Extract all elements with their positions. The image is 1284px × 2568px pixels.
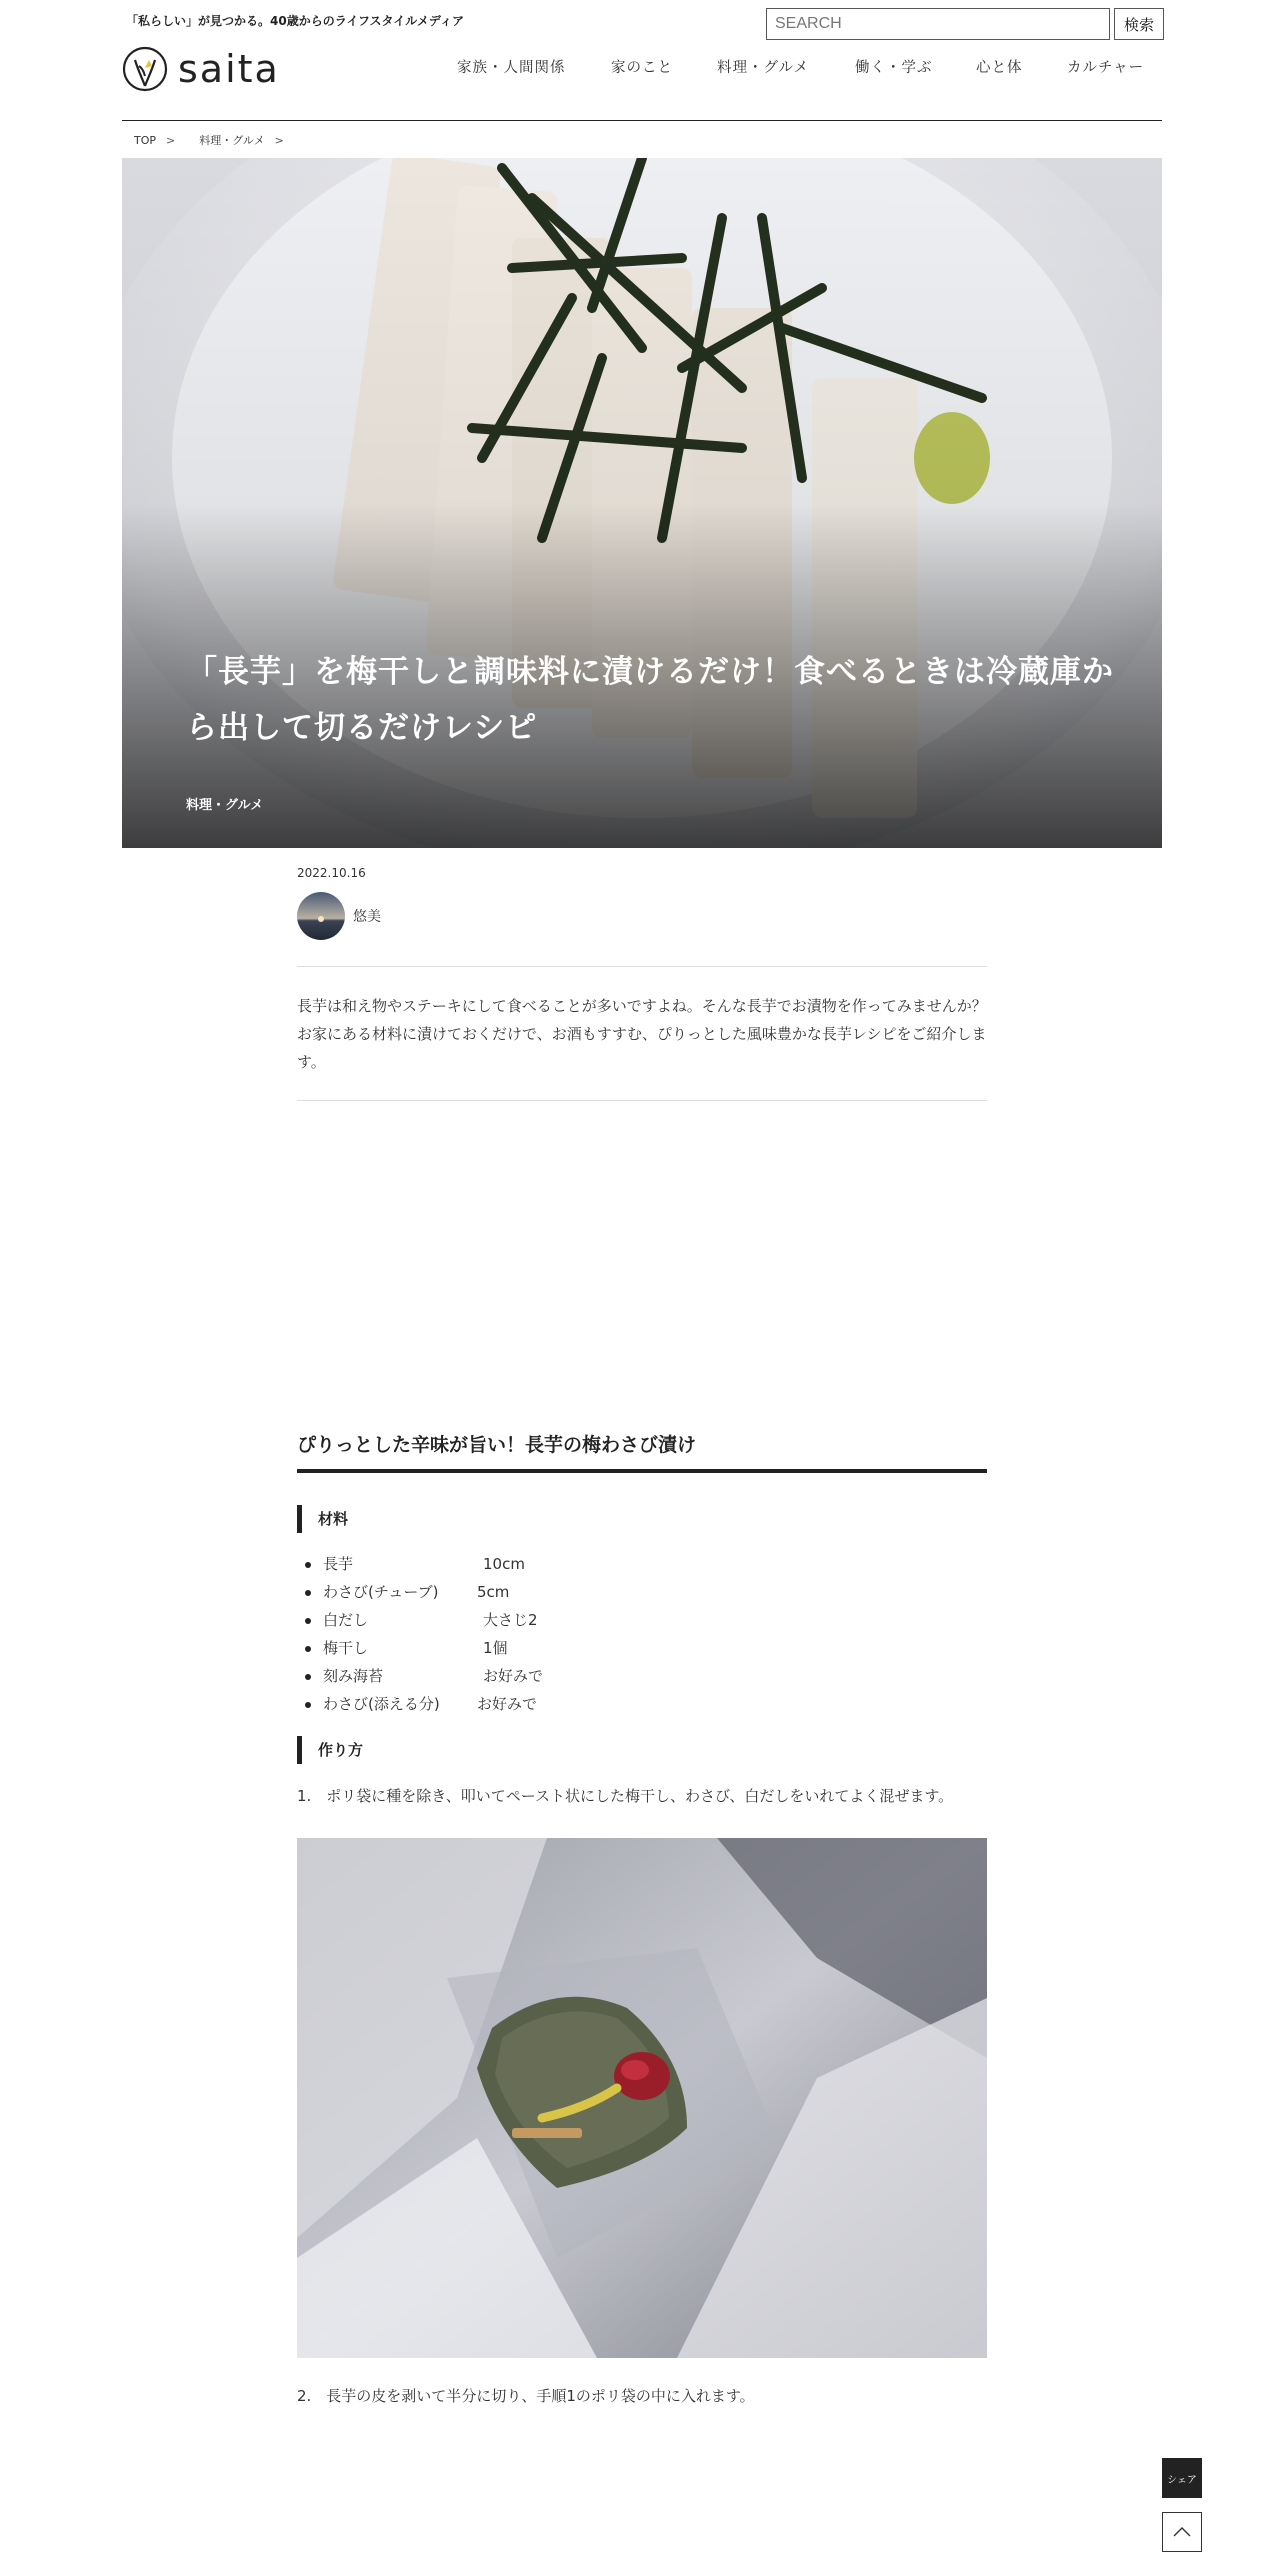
ingredient-list xyxy=(297,1550,987,1718)
step-photo xyxy=(297,1838,987,2358)
step-1: 1. ポリ袋に種を除き、叩いてペースト状にした梅干し、わさび、白だしをいれてよく混ぜます。 xyxy=(297,1787,954,1805)
author-name: 悠美 xyxy=(353,909,381,925)
ingredient-name: 長芋 xyxy=(323,1555,354,1573)
ingredient-qty: 大さじ2 xyxy=(483,1611,538,1629)
logo-text: saita xyxy=(178,47,280,91)
ingredient-name: わさび(添える分) xyxy=(323,1695,440,1713)
ingredients-heading: 材料 xyxy=(297,1505,348,1533)
share-button[interactable]: シェア xyxy=(1162,2458,1202,2498)
site-tagline: 「私らしい」が見つかる。40歳からのライフスタイルメディア xyxy=(126,14,464,28)
breadcrumb xyxy=(134,132,298,148)
hero-image xyxy=(122,158,1162,848)
list-item xyxy=(297,1634,987,1662)
nav-item-work[interactable]: 働く・学ぶ xyxy=(855,60,933,76)
ingredient-name: 梅干し xyxy=(323,1639,369,1657)
ingredient-qty: 10cm xyxy=(483,1555,525,1573)
search-button[interactable]: 検索 xyxy=(1114,8,1164,40)
breadcrumb-separator: > xyxy=(166,133,176,147)
publish-date: 2022.10.16 xyxy=(297,866,366,880)
list-item xyxy=(297,1662,987,1690)
avatar xyxy=(297,892,345,940)
article-title: 「長芋」を梅干しと調味料に漬けるだけ！食べるときは冷蔵庫から出して切るだけレシピ xyxy=(186,654,1114,746)
nav-item-health[interactable]: 心と体 xyxy=(976,60,1023,76)
breadcrumb-top[interactable]: TOP xyxy=(134,133,157,147)
list-item xyxy=(297,1606,987,1634)
steps-heading: 作り方 xyxy=(297,1736,363,1764)
list-item xyxy=(297,1690,987,1718)
chevron-up-icon xyxy=(1172,2526,1192,2538)
ingredient-qty: 5cm xyxy=(477,1583,510,1601)
divider xyxy=(297,966,987,967)
article-lead: 長芋は和え物やステーキにして食べることが多いですよね。そんな長芋でお漬物を作ってみませんか？ お家にある材料に漬けておくだけで、お酒もすすむ、ぴりっとした風味豊かな長芋レシピをご紹介します。 xyxy=(297,997,1002,1071)
back-to-top-button[interactable] xyxy=(1162,2512,1202,2552)
step-1-photo xyxy=(297,1838,987,2358)
nav-item-culture[interactable]: カルチャー xyxy=(1067,60,1145,76)
breadcrumb-category[interactable]: 料理・グルメ xyxy=(199,134,265,147)
nav-item-family[interactable]: 家族・人間関係 xyxy=(457,60,566,76)
global-nav xyxy=(0,56,1284,76)
header-divider xyxy=(122,120,1162,121)
nav-item-food[interactable]: 料理・グルメ xyxy=(717,60,810,76)
article-category[interactable]: 料理・グルメ xyxy=(186,798,264,813)
ingredient-qty: 1個 xyxy=(483,1639,508,1657)
breadcrumb-separator: > xyxy=(274,133,284,147)
divider xyxy=(297,1100,987,1101)
ingredient-name: 刻み海苔 xyxy=(323,1667,384,1685)
list-item xyxy=(297,1578,987,1606)
ingredient-qty: お好みで xyxy=(477,1695,538,1713)
ingredient-qty: お好みで xyxy=(483,1667,544,1685)
list-item xyxy=(297,1550,987,1578)
recipe-heading: ぴりっとした辛味が旨い！長芋の梅わさび漬け xyxy=(297,1430,987,1473)
nav-item-home[interactable]: 家のこと xyxy=(611,60,673,76)
step-2: 2. 長芋の皮を剥いて半分に切り、手順1のポリ袋の中に入れます。 xyxy=(297,2387,755,2405)
search-form xyxy=(766,8,1164,40)
ingredient-name: 白だし xyxy=(323,1611,369,1629)
author-info[interactable] xyxy=(297,892,381,940)
search-input[interactable] xyxy=(766,8,1110,40)
ingredient-name: わさび(チューブ) xyxy=(323,1583,439,1601)
